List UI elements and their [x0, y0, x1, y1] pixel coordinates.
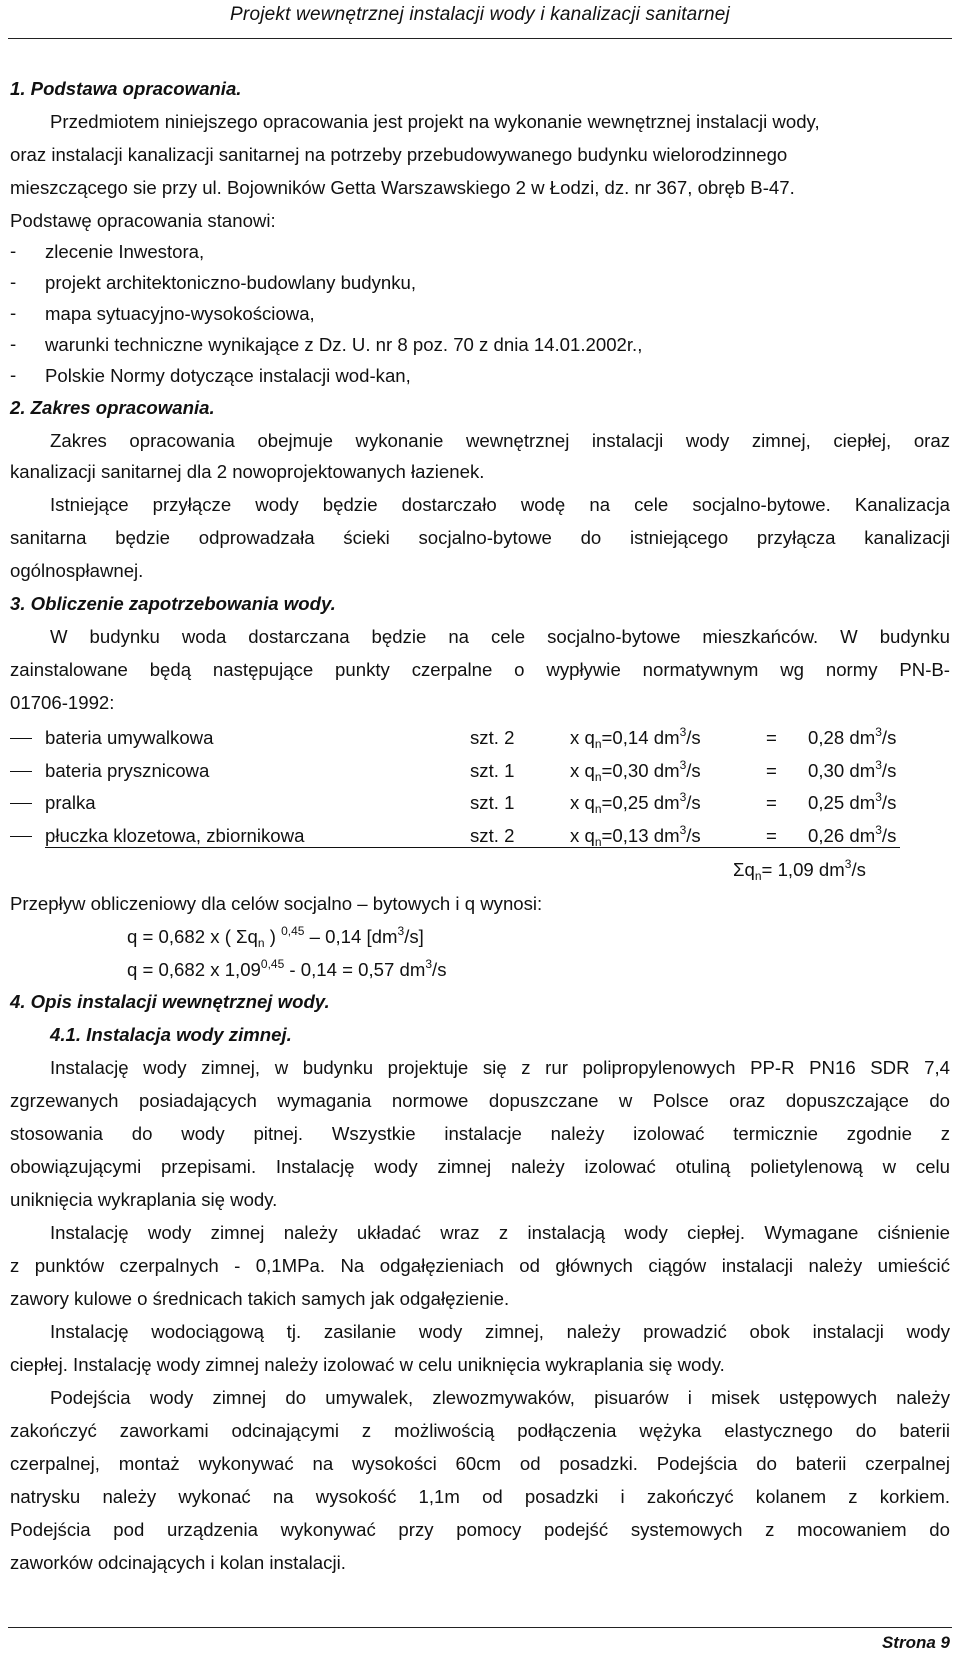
list-bullet: -: [10, 240, 17, 261]
section-1-p1-line: Przedmiotem niniejszego opracowania jest projekt na wykonanie wewnętrznej instalacji wody,: [50, 111, 820, 132]
section-4-p1-line: zgrzewanych posiadających wymagania normowe dopuszczane w Polsce oraz dopuszczające do: [10, 1090, 950, 1111]
page-header-title: Projekt wewnętrznej instalacji wody i kanalizacji sanitarnej: [230, 4, 730, 25]
section-4-p4-line: Podejścia pod urządzenia wykonywać przy pomocy podejść systemowych z mocowaniem do: [10, 1519, 950, 1540]
list-item: zlecenie Inwestora,: [45, 241, 205, 262]
section-4-p4-line: zaworków odcinających i kolan instalacji.: [10, 1552, 346, 1573]
fixture-qty: szt. 1: [470, 760, 515, 781]
section-4-p1-line: obowiązującymi przepisami. Instalację wody zimnej należy izolować otuliną polietylenową w celu: [10, 1156, 950, 1177]
section-4-p4-line: czerpalnej, montaż wykonywać na wysokości 60cm od posadzki. Podejścia do baterii czerpalnej: [10, 1453, 950, 1474]
section-2-heading: 2. Zakres opracowania.: [10, 397, 215, 418]
sum-underline: [45, 847, 900, 848]
fixture-name: pralka: [45, 792, 96, 813]
dash-marker: [10, 803, 32, 804]
equals-sign: =: [766, 760, 777, 781]
section-2-p2-line: sanitarna będzie odprowadzała ścieki socjalno-bytowe do istniejącego przyłącza kanalizacji: [10, 527, 950, 548]
fixture-qn: x $q_n=0,25$ $dm^3/s$: [570, 790, 701, 816]
section-3-p1-line: zainstalowane będą następujące punkty czerpalne o wypływie normatywnym wg normy PN-B-: [10, 659, 950, 680]
section-3-p1-line: W budynku woda dostarczana będzie na cele socjalno-bytowe mieszkańców. W budynku: [50, 626, 950, 647]
section-4-heading: 4. Opis instalacji wewnętrznej wody.: [10, 991, 330, 1012]
section-2-p1-line: Zakres opracowania obejmuje wykonanie wewnętrznej instalacji wody zimnej, ciepłej, oraz: [50, 430, 950, 451]
formula-2: q = 0,682 x 1,09$^{0,45}$ - 0,14 = 0,57 $dm^3/s$: [127, 957, 447, 980]
section-4-p1-line: Instalację wody zimnej, w budynku projektuje się z rur polipropylenowych PP-R PN16 SDR 7,4: [50, 1057, 950, 1078]
dash-marker: [10, 836, 32, 837]
list-item: projekt architektoniczno-budowlany budynku,: [45, 272, 417, 293]
section-4-p1-line: uniknięcia wykraplania się wody.: [10, 1189, 278, 1210]
list-bullet: -: [10, 302, 17, 323]
fixture-result: 0,25 $dm^3/s$: [808, 790, 897, 813]
section-2-p2-line: ogólnospławnej.: [10, 560, 144, 581]
section-4-p3-line: ciepłej. Instalację wody zimnej należy izolować w celu uniknięcia wykraplania się wody.: [10, 1354, 725, 1375]
fixture-qty: szt. 2: [470, 825, 515, 846]
section-2-p2-line: Istniejące przyłącze wody będzie dostarczało wodę na cele socjalno-bytowe. Kanalizacja: [50, 494, 950, 515]
equals-sign: =: [766, 792, 777, 813]
section-1-p1-line: oraz instalacji kanalizacji sanitarnej na potrzeby przebudowywanego budynku wielorodzinnego: [10, 144, 788, 165]
fixture-name: płuczka klozetowa, zbiornikowa: [45, 825, 305, 846]
fixture-name: bateria prysznicowa: [45, 760, 210, 781]
equals-sign: =: [766, 727, 777, 748]
section-4-p2-line: z punktów czerpalnych - 0,1MPa. Na odgałęzieniach od głównych ciągów instalacji należy umieścić: [10, 1255, 950, 1276]
section-3-heading: 3. Obliczenie zapotrzebowania wody.: [10, 593, 336, 614]
list-bullet: -: [10, 364, 17, 385]
section-1-p1-line: mieszczącego sie przy ul. Bojowników Getta Warszawskiego 2 w Łodzi, dz. nr 367, obręb B-47.: [10, 177, 795, 198]
list-item: Polskie Normy dotyczące instalacji wod-kan,: [45, 365, 411, 386]
fixture-qty: szt. 2: [470, 727, 515, 748]
fixture-result: 0,28 $dm^3/s$: [808, 725, 897, 748]
section-4-p4-line: zakończyć zaworkami odcinającymi z możliwością podłączenia wężyka elastycznego do baterii: [10, 1420, 950, 1441]
section-3-p1-line: 01706-1992:: [10, 692, 115, 713]
fixture-qn: x $q_n=0,14$ $dm^3/s$: [570, 725, 701, 751]
page-number: Strona 9: [881, 1633, 950, 1652]
section-4-p4-line: Podejścia wody zimnej do umywalek, zlewozmywaków, pisuarów i misek ustępowych należy: [50, 1387, 950, 1408]
fixture-name: bateria umywalkowa: [45, 727, 214, 748]
section-4-p2-line: Instalację wody zimnej należy układać wraz z instalacją wody ciepłej. Wymagane ciśnienie: [50, 1222, 950, 1243]
section-1-p2: Podstawę opracowania stanowi:: [10, 210, 276, 231]
fixture-result: 0,30 $dm^3/s$: [808, 758, 897, 781]
section-4-1-heading: 4.1. Instalacja wody zimnej.: [50, 1024, 292, 1045]
footer-divider: [8, 1627, 952, 1628]
flow-description: Przepływ obliczeniowy dla celów socjalno – bytowych i q wynosi:: [10, 893, 543, 914]
section-4-p4-line: natrysku należy wykonać na wysokość 1,1m od posadzki i zakończyć kolanem z korkiem.: [10, 1486, 950, 1507]
sum-total: $\Sigma q_n= 1,09$ $dm^3/s$: [733, 857, 866, 883]
section-1-heading: 1. Podstawa opracowania.: [10, 78, 242, 99]
section-4-p2-line: zawory kulowe o średnicach takich samych jak odgałęzienie.: [10, 1288, 510, 1309]
header-divider: [8, 38, 952, 39]
section-2-p1-line: kanalizacji sanitarnej dla 2 nowoprojektowanych łazienek.: [10, 461, 485, 482]
list-item: warunki techniczne wynikające z Dz. U. nr 8 poz. 70 z dnia 14.01.2002r.,: [45, 334, 643, 355]
list-bullet: -: [10, 271, 17, 292]
dash-marker: [10, 738, 32, 739]
equals-sign: =: [766, 825, 777, 846]
fixture-result: 0,26 $dm^3/s$: [808, 823, 897, 846]
section-4-p1-line: stosowania do wody pitnej. Wszystkie instalacje należy izolować termicznie zgodnie z: [10, 1123, 950, 1144]
fixture-qty: szt. 1: [470, 792, 515, 813]
formula-1: q = 0,682 x ( $\Sigma q_n$ ) $^{0,45}$ – 0,14 $[dm^3/s]$: [127, 924, 424, 950]
dash-marker: [10, 771, 32, 772]
list-item: mapa sytuacyjno-wysokościowa,: [45, 303, 315, 324]
fixture-qn: x $q_n=0,13$ $dm^3/s$: [570, 823, 701, 849]
section-4-p3-line: Instalację wodociągową tj. zasilanie wody zimnej, należy prowadzić obok instalacji wody: [50, 1321, 950, 1342]
fixture-qn: x $q_n=0,30$ $dm^3/s$: [570, 758, 701, 784]
list-bullet: -: [10, 333, 17, 354]
